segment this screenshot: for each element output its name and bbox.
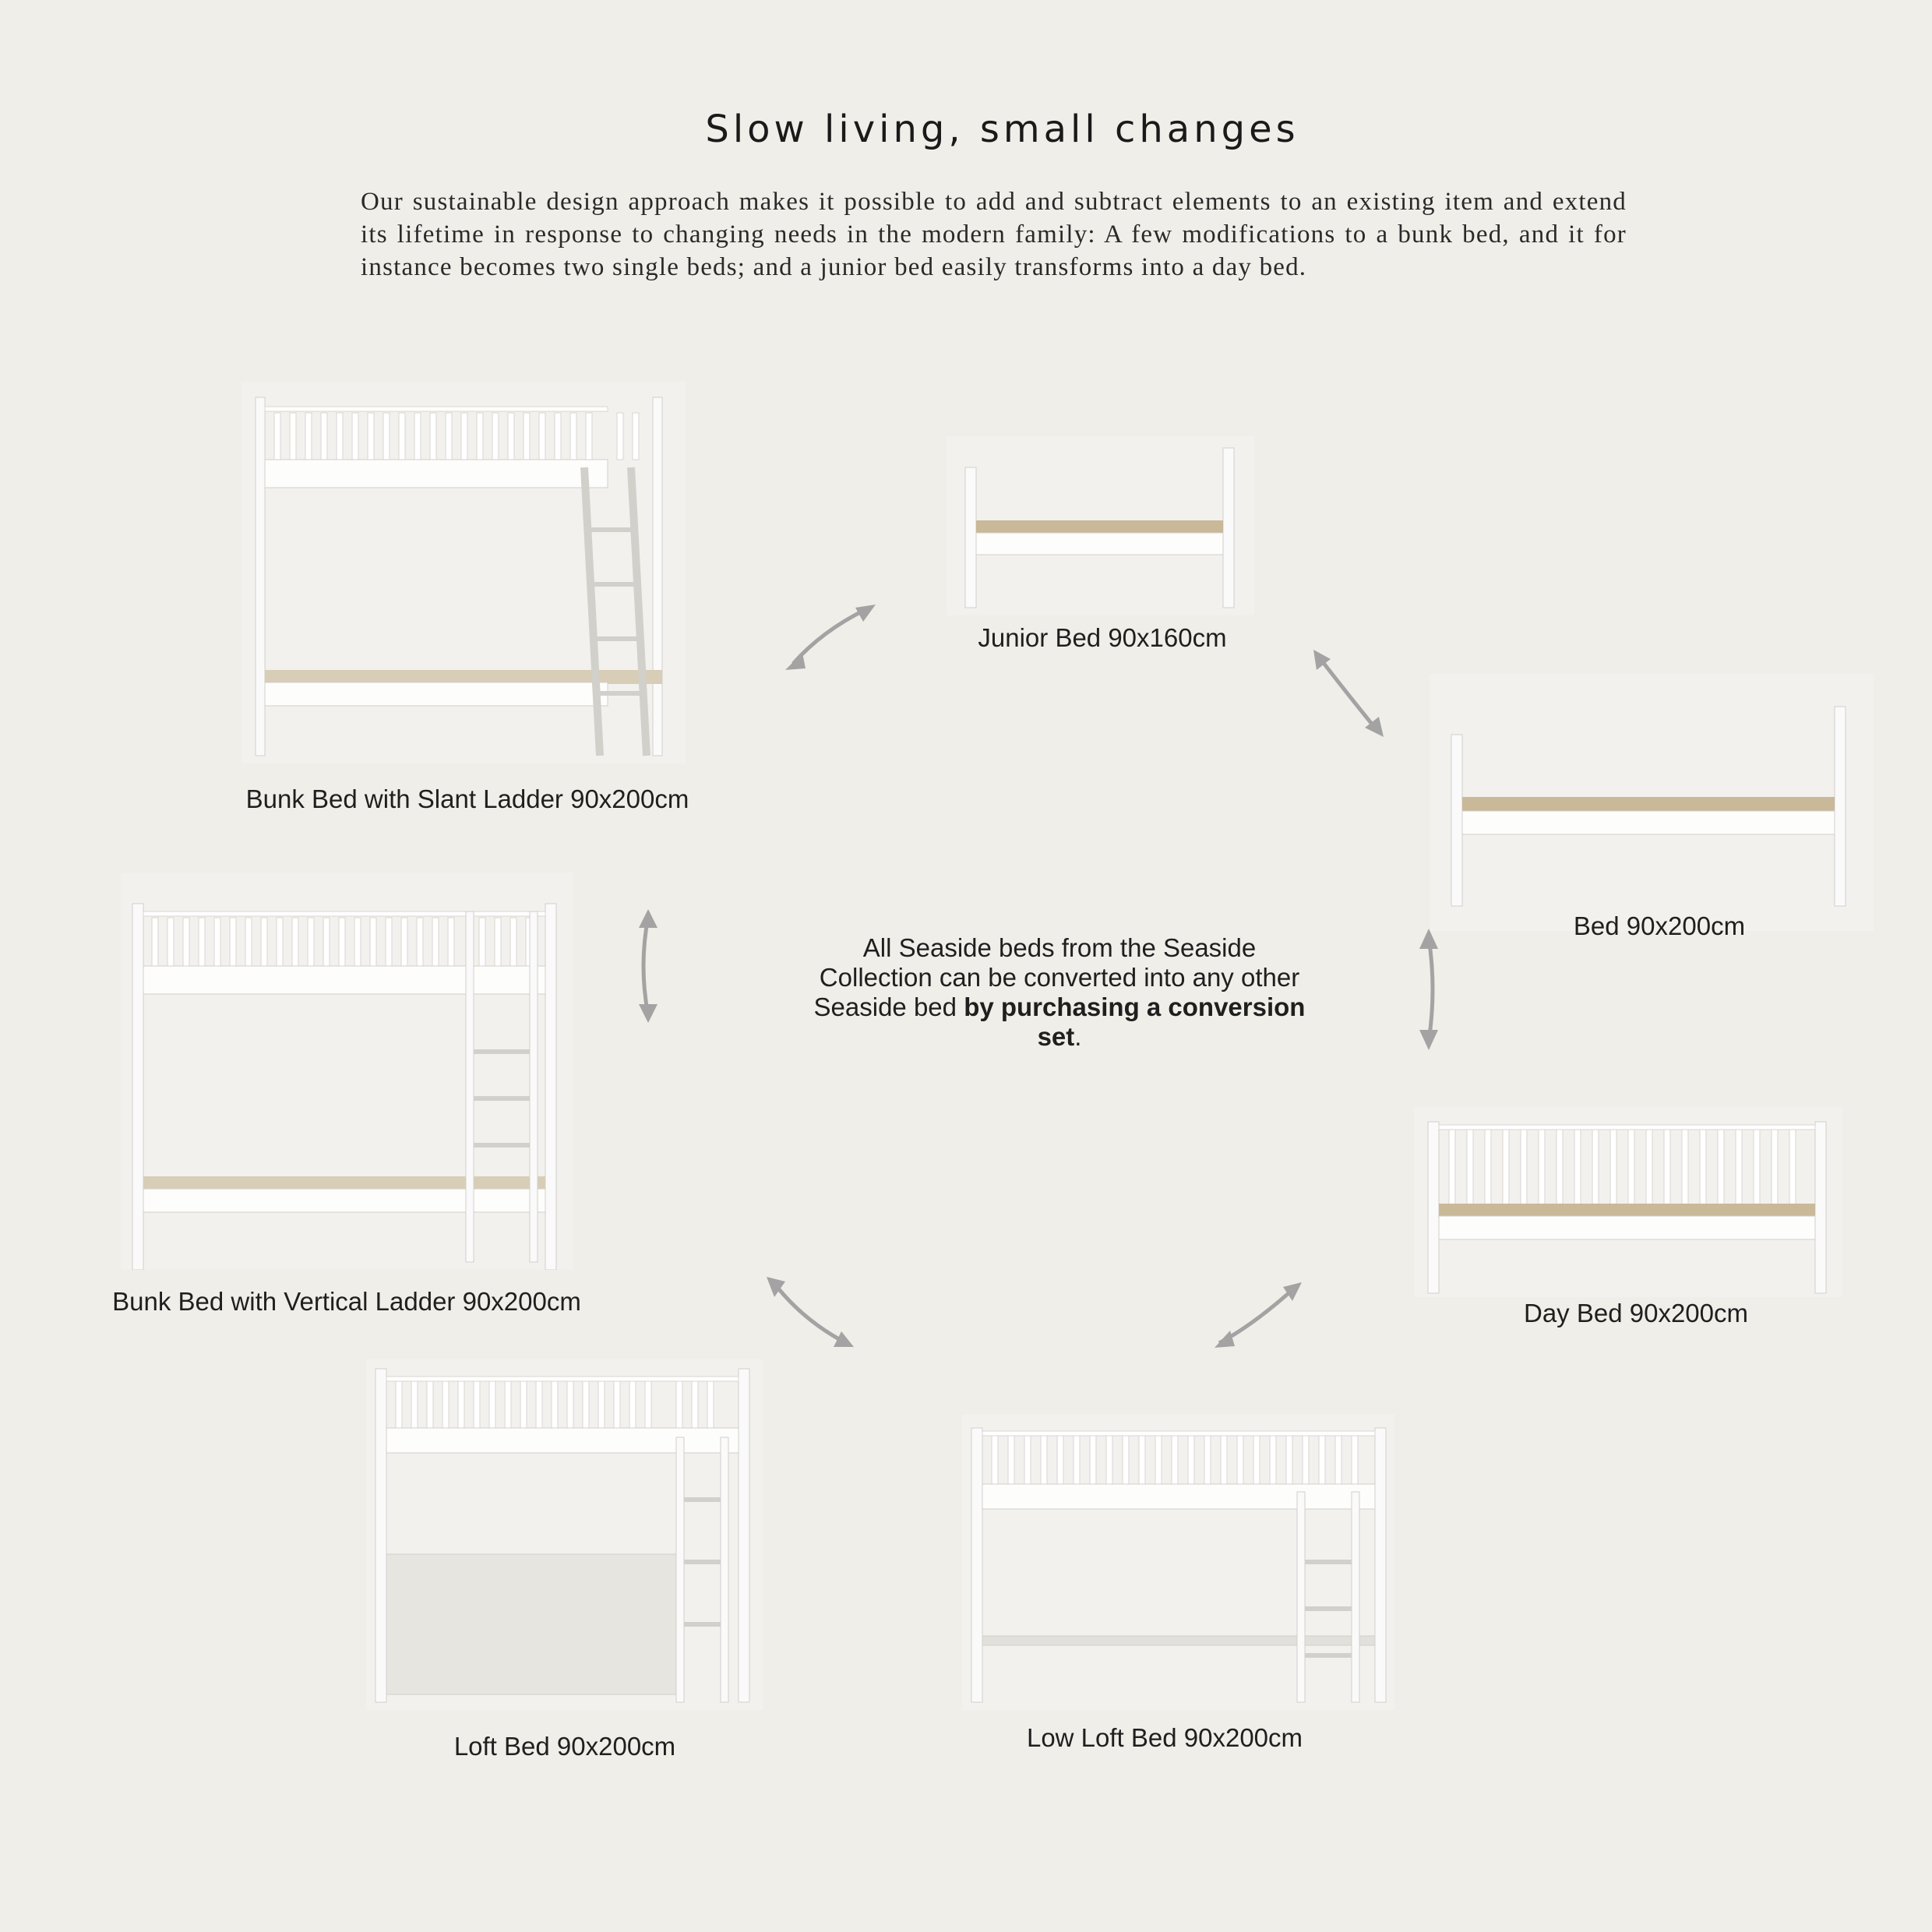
loft-bed-image — [366, 1359, 763, 1710]
junior-bed-image — [947, 436, 1254, 615]
arrow-bunk-vertical-loft-icon — [763, 1274, 857, 1352]
low-loft-bed-label: Low Loft Bed 90x200cm — [1026, 1723, 1303, 1752]
conversion-note-end: . — [1074, 1022, 1082, 1051]
single-bed-label: Bed 90x200cm — [1573, 911, 1746, 940]
day-bed-label: Day Bed 90x200cm — [1524, 1299, 1748, 1327]
bunk-bed-slant-ladder-image — [242, 382, 686, 763]
bunk-bed-vertical-ladder-image — [121, 873, 573, 1270]
intro-paragraph: Our sustainable design approach makes it possible to add and subtract elements to an existing item and extend its lifetime in response to changing needs in the modern family: A few modifications to a bunk bed, and it for instance becomes two single beds; and a junior bed easily transforms into a day bed. — [361, 188, 1627, 281]
arrow-bed-day-icon — [1410, 927, 1449, 1052]
page-title: Slow living, small changes — [705, 108, 1299, 151]
arrow-bunk-slant-vertical-icon — [629, 908, 668, 1024]
low-loft-bed-image — [962, 1414, 1394, 1710]
single-bed-image — [1430, 674, 1874, 931]
bunk-bed-slant-ladder-label: Bunk Bed with Slant Ladder 90x200cm — [245, 784, 689, 813]
junior-bed-label: Junior Bed 90x160cm — [978, 623, 1227, 652]
arrow-lowloft-day-icon — [1211, 1278, 1305, 1352]
conversion-note-text: All Seaside beds from the Seaside Collection can be converted into any other Seaside bed — [813, 933, 1300, 1021]
arrow-bunk-slant-junior-icon — [779, 600, 880, 678]
conversion-note — [810, 933, 1309, 1052]
arrow-junior-bed-icon — [1309, 647, 1387, 740]
bunk-bed-vertical-ladder-label: Bunk Bed with Vertical Ladder 90x200cm — [112, 1287, 581, 1316]
day-bed-image — [1414, 1106, 1842, 1297]
conversion-note-bold: by purchasing a conversion set — [964, 992, 1306, 1051]
loft-bed-label: Loft Bed 90x200cm — [453, 1732, 676, 1761]
